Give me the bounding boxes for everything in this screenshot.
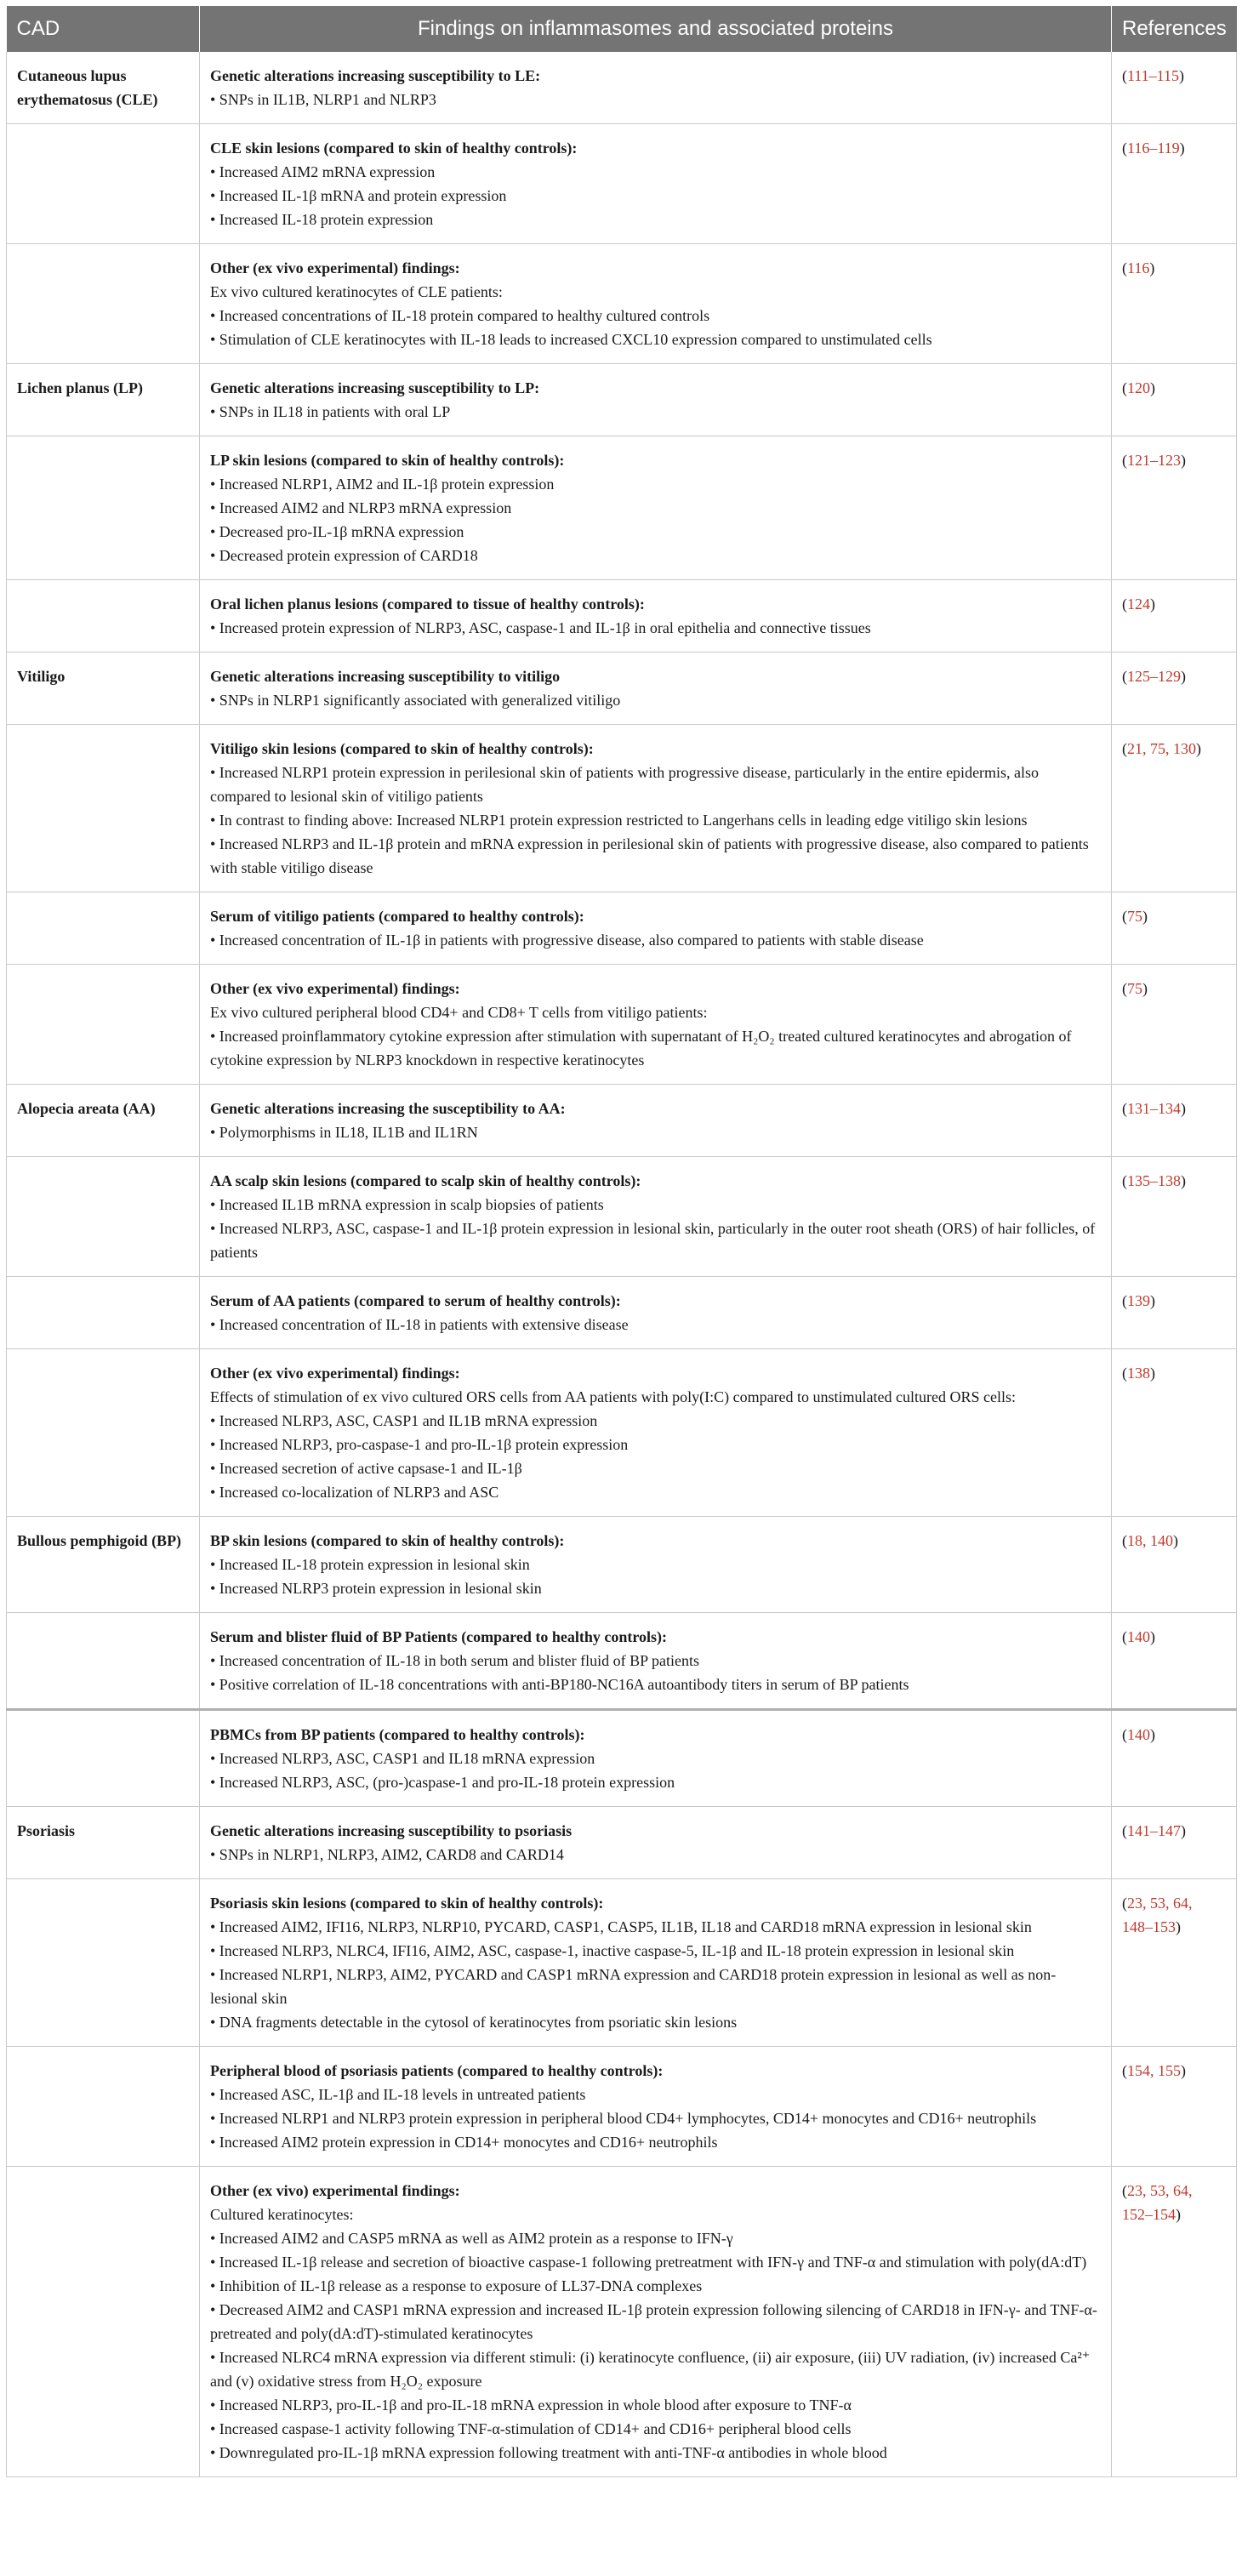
- references-cell: (75): [1112, 965, 1237, 1085]
- finding-section-title: BP skin lesions (compared to skin of healthy controls):: [210, 1532, 565, 1549]
- references-cell: (138): [1112, 1349, 1237, 1517]
- references-cell: (23, 53, 64, 148–153): [1112, 1879, 1237, 2047]
- table-row: [7, 892, 1237, 965]
- finding-line: • Increased proinflammatory cytokine expression after stimulation with supernatant of H₂O₂ treated cultured keratinocytes and abrogation of cytokine expression by NLRP3 knockdown in respective keratinocytes: [210, 1028, 1072, 1069]
- finding-section-title: PBMCs from BP patients (compared to healthy controls):: [210, 1726, 585, 1743]
- references-cell: (23, 53, 64, 152–154): [1112, 2167, 1237, 2477]
- findings-cell: [200, 124, 1112, 244]
- finding-section-title: Genetic alterations increasing susceptibility to vitiligo: [210, 668, 561, 685]
- finding-line: • Increased caspase-1 activity following TNF-α-stimulation of CD14+ and CD16+ peripheral blood cells: [210, 2420, 852, 2437]
- finding-section-title: Other (ex vivo experimental) findings:: [210, 259, 460, 276]
- finding-line: • Increased ASC, IL-1β and IL-18 levels in untreated patients: [210, 2086, 586, 2103]
- cad-cell: Lichen planus (LP): [7, 364, 200, 436]
- references-cell: (140): [1112, 1613, 1237, 1710]
- finding-line: • Increased concentration of IL-18 in both serum and blister fluid of BP patients: [210, 1652, 699, 1669]
- reference-link[interactable]: 120: [1127, 379, 1150, 396]
- finding-line: • Increased NLRP3 and IL-1β protein and mRNA expression in perilesional skin of patients with progressive disease, also compared to patients with stable vitiligo disease: [210, 835, 1089, 876]
- finding-line: • DNA fragments detectable in the cytosol of keratinocytes from psoriatic skin lesions: [210, 2014, 738, 2031]
- finding-section-title: Serum of vitiligo patients (compared to healthy controls):: [210, 908, 584, 925]
- finding-line: • Decreased pro-IL-1β mRNA expression: [210, 523, 464, 540]
- finding-line: • Increased IL-18 protein expression in lesional skin: [210, 1556, 530, 1573]
- reference-link[interactable]: 139: [1127, 1292, 1150, 1309]
- finding-section-title: Other (ex vivo experimental) findings:: [210, 1365, 460, 1382]
- header-findings: Findings on inflammasomes and associated proteins: [200, 6, 1112, 52]
- finding-line: • Increased NLRP1 protein expression in perilesional skin of patients with progressive disease, particularly in the entire epidermis, also compared to lesional skin of vitiligo patients: [210, 764, 1040, 805]
- cad-cell: [7, 1879, 200, 2047]
- finding-line: • Downregulated pro-IL-1β mRNA expression following treatment with anti-TNF-α antibodies in whole blood: [210, 2444, 887, 2461]
- table-body: [7, 52, 1237, 2477]
- finding-section-title: Peripheral blood of psoriasis patients (compared to healthy controls):: [210, 2062, 664, 2079]
- findings-cell: [200, 1710, 1112, 1807]
- reference-link[interactable]: 75: [1127, 908, 1142, 925]
- finding-line: • SNPs in IL1B, NLRP1 and NLRP3: [210, 91, 436, 108]
- finding-line: • Increased concentration of IL-18 in patients with extensive disease: [210, 1316, 629, 1333]
- table-header-row: [7, 6, 1237, 52]
- cad-cell: Alopecia areata (AA): [7, 1085, 200, 1157]
- finding-line: • Inhibition of IL-1β release as a response to exposure of LL37-DNA complexes: [210, 2277, 703, 2294]
- table-row: [7, 364, 1237, 436]
- findings-cell: [200, 653, 1112, 725]
- finding-line: • Increased NLRP3, NLRC4, IFI16, AIM2, ASC, caspase-1, inactive caspase-5, IL-1β and IL-18 protein expression in lesional skin: [210, 1942, 1015, 1959]
- reference-link[interactable]: 116–119: [1127, 140, 1180, 157]
- table-row: [7, 580, 1237, 653]
- reference-link[interactable]: 135–138: [1127, 1172, 1181, 1189]
- finding-section-title: Other (ex vivo experimental) findings:: [210, 980, 460, 997]
- cad-cell: [7, 1277, 200, 1349]
- findings-cell: [200, 2167, 1112, 2477]
- finding-line: • Increased IL-1β mRNA and protein expression: [210, 187, 507, 204]
- reference-link[interactable]: 154, 155: [1127, 2062, 1181, 2079]
- table-row: [7, 725, 1237, 892]
- cad-cell: Cutaneous lupus erythematosus (CLE): [7, 52, 200, 124]
- reference-link[interactable]: 121–123: [1127, 452, 1181, 469]
- reference-link[interactable]: 111–115: [1127, 67, 1179, 84]
- finding-line: Effects of stimulation of ex vivo cultured ORS cells from AA patients with poly(I:C) compared to unstimulated cultured ORS cells:: [210, 1388, 1017, 1405]
- finding-line: • Increased NLRP3, ASC, (pro-)caspase-1 and pro-IL-18 protein expression: [210, 1774, 675, 1791]
- table-row: [7, 1613, 1237, 1710]
- table-row: [7, 965, 1237, 1085]
- findings-cell: [200, 1349, 1112, 1517]
- finding-line: • Increased NLRP1 and NLRP3 protein expression in peripheral blood CD4+ lymphocytes, CD14+ monocytes and CD16+ neutrophils: [210, 2110, 1037, 2127]
- finding-line: • SNPs in NLRP1, NLRP3, AIM2, CARD8 and CARD14: [210, 1846, 564, 1863]
- finding-section-title: Genetic alterations increasing susceptibility to LP:: [210, 379, 540, 396]
- reference-link[interactable]: 138: [1127, 1365, 1150, 1382]
- finding-line: • Decreased protein expression of CARD18: [210, 547, 478, 564]
- finding-line: • Increased NLRP3 protein expression in lesional skin: [210, 1580, 542, 1597]
- findings-cell: [200, 892, 1112, 965]
- findings-cell: [200, 965, 1112, 1085]
- finding-line: Ex vivo cultured peripheral blood CD4+ and CD8+ T cells from vitiligo patients:: [210, 1004, 708, 1021]
- references-cell: (124): [1112, 580, 1237, 653]
- finding-line: • Increased NLRP3, ASC, CASP1 and IL18 mRNA expression: [210, 1750, 595, 1767]
- reference-link[interactable]: 18, 140: [1127, 1532, 1173, 1549]
- reference-link[interactable]: 141–147: [1127, 1822, 1181, 1839]
- finding-section-title: Psoriasis skin lesions (compared to skin of healthy controls):: [210, 1895, 604, 1912]
- references-cell: (21, 75, 130): [1112, 725, 1237, 892]
- cad-cell: [7, 725, 200, 892]
- table-row: [7, 244, 1237, 364]
- cad-cell: Psoriasis: [7, 1807, 200, 1879]
- finding-line: • Increased AIM2 mRNA expression: [210, 163, 436, 180]
- references-cell: (154, 155): [1112, 2047, 1237, 2167]
- finding-line: • Increased NLRP3, ASC, CASP1 and IL1B mRNA expression: [210, 1412, 598, 1429]
- reference-link[interactable]: 140: [1127, 1726, 1150, 1743]
- table-row: [7, 1710, 1237, 1807]
- findings-cell: [200, 1085, 1112, 1157]
- cad-cell: [7, 244, 200, 364]
- reference-link[interactable]: 21, 75, 130: [1127, 740, 1196, 757]
- finding-section-title: Genetic alterations increasing the susceptibility to AA:: [210, 1100, 566, 1117]
- cad-cell: [7, 2167, 200, 2477]
- cad-cell: [7, 2047, 200, 2167]
- table-row: [7, 1157, 1237, 1277]
- finding-line: • Increased NLRP3, pro-IL-1β and pro-IL-18 mRNA expression in whole blood after exposure to TNF-α: [210, 2396, 852, 2414]
- finding-line: • Increased AIM2, IFI16, NLRP3, NLRP10, PYCARD, CASP1, CASP5, IL1B, IL18 and CARD18 mRNA expression in lesional skin: [210, 1918, 1032, 1935]
- table-row: [7, 1277, 1237, 1349]
- table-row: [7, 1807, 1237, 1879]
- findings-table: [6, 6, 1237, 2477]
- finding-line: • Polymorphisms in IL18, IL1B and IL1RN: [210, 1124, 478, 1141]
- finding-line: • Increased IL-1β release and secretion of bioactive caspase-1 following pretreatment with IFN-γ and TNF-α and stimulation with poly(dA:dT): [210, 2254, 1087, 2271]
- finding-line: • Increased NLRC4 mRNA expression via different stimuli: (i) keratinocyte confluence, (ii) air exposure, (iii) UV radiation, (iv) increased Ca²⁺ and (v) oxidative stress from H₂O₂ exposure: [210, 2349, 1091, 2390]
- reference-link[interactable]: 116: [1127, 259, 1150, 276]
- references-cell: (131–134): [1112, 1085, 1237, 1157]
- findings-cell: [200, 52, 1112, 124]
- header-references: References: [1112, 6, 1237, 52]
- finding-section-title: Genetic alterations increasing susceptibility to LE:: [210, 67, 541, 84]
- cad-cell: [7, 1710, 200, 1807]
- finding-line: • Increased NLRP3, ASC, caspase-1 and IL-1β protein expression in lesional skin, particularly in the outer root sheath (ORS) of hair follicles, of patients: [210, 1220, 1096, 1261]
- references-cell: (140): [1112, 1710, 1237, 1807]
- cad-cell: [7, 436, 200, 580]
- table-row: [7, 1517, 1237, 1613]
- finding-section-title: LP skin lesions (compared to skin of healthy controls):: [210, 452, 565, 469]
- finding-line: • Increased NLRP1, AIM2 and IL-1β protein expression: [210, 476, 555, 493]
- cad-cell: [7, 1349, 200, 1517]
- cad-cell: Bullous pemphigoid (BP): [7, 1517, 200, 1613]
- finding-section-title: Genetic alterations increasing susceptibility to psoriasis: [210, 1822, 573, 1839]
- reference-link[interactable]: 75: [1127, 980, 1142, 997]
- finding-section-title: Serum of AA patients (compared to serum of healthy controls):: [210, 1292, 621, 1309]
- finding-line: • Increased co-localization of NLRP3 and ASC: [210, 1484, 499, 1501]
- finding-section-title: Other (ex vivo) experimental findings:: [210, 2182, 460, 2199]
- findings-cell: [200, 1807, 1112, 1879]
- finding-section-title: Serum and blister fluid of BP Patients (compared to healthy controls):: [210, 1628, 667, 1645]
- finding-line: • Increased IL-18 protein expression: [210, 211, 434, 228]
- table-row: [7, 124, 1237, 244]
- header-cad: CAD: [7, 6, 200, 52]
- finding-section-title: CLE skin lesions (compared to skin of healthy controls):: [210, 140, 578, 157]
- finding-line: • Decreased AIM2 and CASP1 mRNA expression and increased IL-1β protein expression following silencing of CARD18 in IFN-γ- and TNF-α-pretreated and poly(dA:dT)-stimulated keratinocytes: [210, 2301, 1097, 2342]
- finding-line: • Increased concentration of IL-1β in patients with progressive disease, also compared to patients with stable disease: [210, 932, 924, 949]
- cad-cell: [7, 1157, 200, 1277]
- findings-cell: [200, 1277, 1112, 1349]
- findings-cell: [200, 364, 1112, 436]
- finding-section-title: Vitiligo skin lesions (compared to skin of healthy controls):: [210, 740, 594, 757]
- references-cell: (141–147): [1112, 1807, 1237, 1879]
- finding-line: • Increased NLRP1, NLRP3, AIM2, PYCARD and CASP1 mRNA expression and CARD18 protein expression in lesional as well as non-lesional skin: [210, 1966, 1057, 2007]
- finding-line: • Increased protein expression of NLRP3, ASC, caspase-1 and IL-1β in oral epithelia and connective tissues: [210, 619, 871, 636]
- references-cell: (18, 140): [1112, 1517, 1237, 1613]
- findings-cell: [200, 1157, 1112, 1277]
- findings-cell: [200, 2047, 1112, 2167]
- finding-line: • SNPs in NLRP1 significantly associated with generalized vitiligo: [210, 692, 621, 709]
- finding-line: • Increased secretion of active capsase-1 and IL-1β: [210, 1460, 522, 1477]
- cad-cell: [7, 892, 200, 965]
- finding-line: • Increased concentrations of IL-18 protein compared to healthy cultured controls: [210, 307, 710, 324]
- references-cell: (116–119): [1112, 124, 1237, 244]
- reference-link[interactable]: 23, 53, 64, 148–153: [1122, 1895, 1193, 1935]
- table-row: [7, 52, 1237, 124]
- reference-link[interactable]: 23, 53, 64, 152–154: [1122, 2182, 1193, 2223]
- table-row: [7, 1879, 1237, 2047]
- reference-link[interactable]: 125–129: [1127, 668, 1181, 685]
- reference-link[interactable]: 131–134: [1127, 1100, 1181, 1117]
- table-row: [7, 1085, 1237, 1157]
- table-row: [7, 2047, 1237, 2167]
- reference-link[interactable]: 124: [1127, 596, 1150, 613]
- finding-line: • Positive correlation of IL-18 concentrations with anti-BP180-NC16A autoantibody titers in serum of BP patients: [210, 1676, 909, 1693]
- references-cell: (121–123): [1112, 436, 1237, 580]
- finding-line: • Increased AIM2 and CASP5 mRNA as well as AIM2 protein as a response to IFN-γ: [210, 2230, 733, 2247]
- table-row: [7, 1349, 1237, 1517]
- finding-section-title: AA scalp skin lesions (compared to scalp skin of healthy controls):: [210, 1172, 641, 1189]
- references-cell: (125–129): [1112, 653, 1237, 725]
- findings-cell: [200, 1517, 1112, 1613]
- cad-cell: [7, 580, 200, 653]
- findings-cell: [200, 436, 1112, 580]
- finding-line: • Increased AIM2 protein expression in CD14+ monocytes and CD16+ neutrophils: [210, 2134, 718, 2151]
- references-cell: (120): [1112, 364, 1237, 436]
- findings-cell: [200, 725, 1112, 892]
- findings-cell: [200, 580, 1112, 653]
- finding-line: • Increased NLRP3, pro-caspase-1 and pro-IL-1β protein expression: [210, 1436, 629, 1453]
- finding-line: • Increased IL1B mRNA expression in scalp biopsies of patients: [210, 1196, 604, 1213]
- cad-cell: [7, 124, 200, 244]
- cad-cell: [7, 965, 200, 1085]
- finding-section-title: Oral lichen planus lesions (compared to tissue of healthy controls):: [210, 596, 645, 613]
- table-row: [7, 2167, 1237, 2477]
- cad-cell: Vitiligo: [7, 653, 200, 725]
- table-row: [7, 653, 1237, 725]
- reference-link[interactable]: 140: [1127, 1628, 1150, 1645]
- findings-cell: [200, 1613, 1112, 1710]
- table-row: [7, 436, 1237, 580]
- references-cell: (139): [1112, 1277, 1237, 1349]
- references-cell: (75): [1112, 892, 1237, 965]
- cad-cell: [7, 1613, 200, 1710]
- references-cell: (135–138): [1112, 1157, 1237, 1277]
- findings-cell: [200, 244, 1112, 364]
- finding-line: • In contrast to finding above: Increased NLRP1 protein expression restricted to Langerhans cells in leading edge vitiligo skin lesions: [210, 812, 1028, 829]
- finding-line: Ex vivo cultured keratinocytes of CLE patients:: [210, 283, 503, 300]
- finding-line: Cultured keratinocytes:: [210, 2206, 354, 2223]
- finding-line: • SNPs in IL18 in patients with oral LP: [210, 403, 451, 420]
- findings-cell: [200, 1879, 1112, 2047]
- finding-line: • Increased AIM2 and NLRP3 mRNA expression: [210, 499, 512, 516]
- finding-line: • Stimulation of CLE keratinocytes with IL-18 leads to increased CXCL10 expression compared to unstimulated cells: [210, 331, 932, 348]
- references-cell: (116): [1112, 244, 1237, 364]
- references-cell: (111–115): [1112, 52, 1237, 124]
